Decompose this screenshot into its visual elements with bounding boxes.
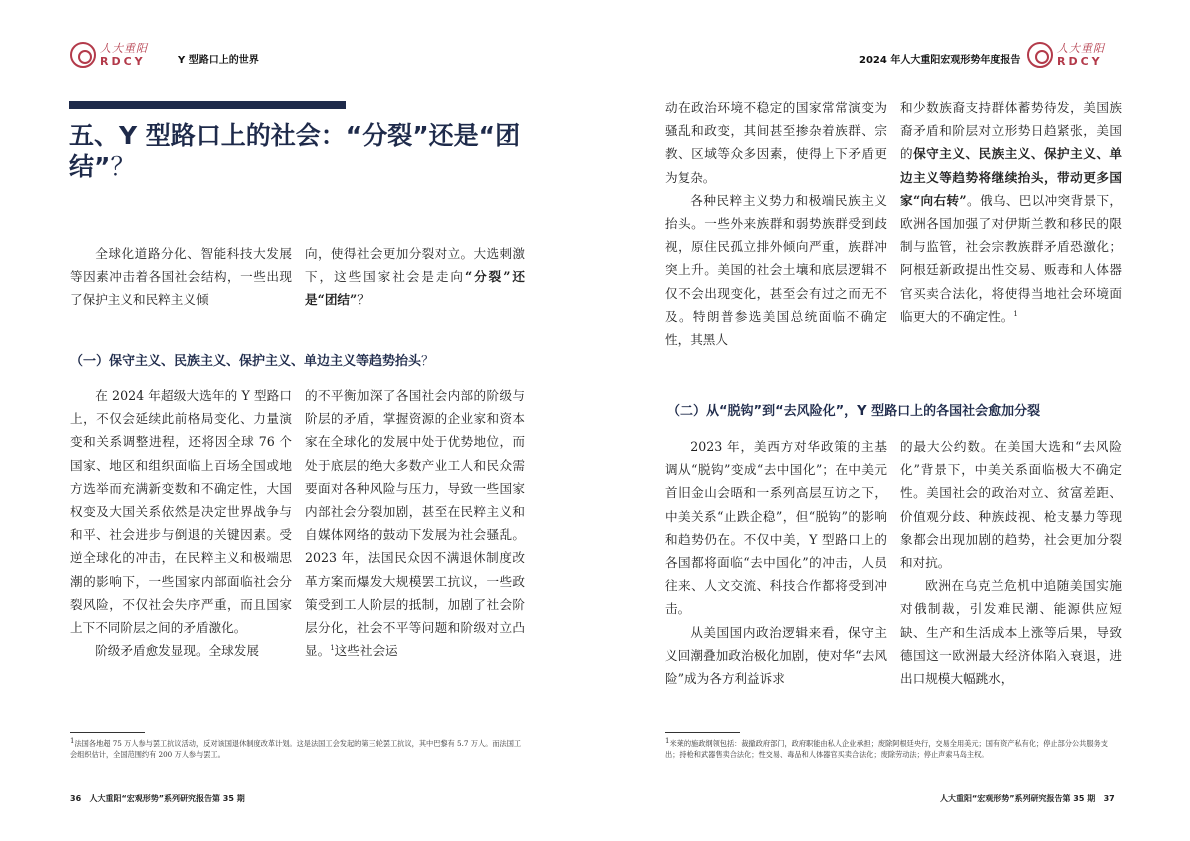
upper-column-1 bbox=[665, 96, 887, 351]
footnote: $^1$法国各地超 75 万人参与罢工抗议活动，反对该国退休制度改革计划。这是法国工会发起的第三轮罢工抗议，其中巴黎有 5.7 万人。而法国工会组织估计，全国范围约有 200 万人参与罢工。 bbox=[70, 737, 522, 759]
section-heading-1: （一）保守主义、民族主义、保护主义、单边主义等趋势抬头？ bbox=[70, 354, 435, 369]
logo-cn: 人大重阳 bbox=[100, 42, 148, 55]
body-column-2 bbox=[305, 384, 525, 662]
footer-series: 人大重阳“宏观形势”系列研究报告第 35 期 bbox=[940, 794, 1096, 803]
body-paragraph: 在 2024 年超级大选年的 Y 型路口上，不仅会延续此前格局变化、力量演变和关系调整进程，还将因全球 76 个国家、地区和组织面临上百场全国或地方选举而充满新变数和不确定性，大国权变及大国关系依然是决定世界战争与和平、社会进步与倒退的关键因素。受逆全球化的冲击，在民粹主义和极端思潮的影响下，一些国家内部面临社会分裂风险，不仅社会失序严重，而且国家上下不同阶层之间的矛盾激化。 bbox=[70, 388, 292, 636]
page-number: 37 bbox=[1103, 794, 1115, 803]
body-paragraph-cont: 的不平衡加深了各国社会内部的阶级与阶层的矛盾，掌握资源的企业家和资本家在全球化的发展中处于优势地位，而处于底层的绝大多数产业工人和民众需要面对各种风险与压力，导致一些国家内部社会分裂加剧，甚至在民粹主义和自媒体网络的鼓动下发展为社会骚乱。2023 年，法国民众因不满退休制度改革方案而爆发大规模罢工抗议，一些政策受到工人阶层的抵制，加剧了社会阶层分化，社会不平等问题和阶级对立凸显。$^1$这些社会运 bbox=[305, 388, 525, 659]
footnote-divider bbox=[665, 732, 740, 733]
logo-cn: 人大重阳 bbox=[1057, 42, 1105, 55]
body-paragraph-cont: 和少数族裔支持群体蓄势待发，美国族裔矛盾和阶层对立形势日趋紧张，美国的保守主义、民族主义、保护主义、单边主义等趋势将继续抬头，带动更多国家“向右转”。俄乌、巴以冲突背景下，欧洲各国加强了对伊斯兰教和移民的限制与监管，社会宗教族群矛盾恐激化；阿根廷新政提出性交易、贩毒和人体器官买卖合法化，将使得当地社会环境面临更大的不确定性。$^1$ bbox=[900, 100, 1123, 324]
upper-column-2 bbox=[900, 96, 1122, 328]
body-paragraph: 欧洲在乌克兰危机中追随美国实施对俄制裁，引发难民潮、能源供应短缺、生产和生活成本上涨等后果，导致德国这一欧洲最大经济体陷入衰退，进出口规模大幅跳水， bbox=[900, 578, 1122, 687]
body-column-2 bbox=[900, 435, 1122, 690]
rdcy-seal-icon bbox=[70, 42, 96, 68]
logo-en: RDCY bbox=[100, 55, 146, 68]
page-footer bbox=[70, 793, 245, 804]
body-paragraph: 阶级矛盾愈发显现。全球发展 bbox=[95, 643, 259, 659]
page-number: 36 bbox=[70, 794, 82, 803]
intro-column-2 bbox=[305, 242, 525, 312]
page-footer bbox=[940, 793, 1115, 804]
section-heading-2: （二）从“脱钩”到“去风险化”，Y 型路口上的各国社会愈加分裂 bbox=[667, 404, 1041, 419]
logo-en: RDCY bbox=[1057, 55, 1103, 68]
body-paragraph: 从美国国内政治逻辑来看，保守主义回潮叠加政治极化加剧，使对华“去风险”成为各方利益诉求 bbox=[665, 624, 887, 687]
right-page bbox=[595, 0, 1190, 841]
body-column-1 bbox=[665, 435, 887, 690]
intro-paragraph-cont: 向，使得社会更加分裂对立。大选刺激下，这些国家社会是走向“分裂”还是“团结”？ bbox=[305, 246, 525, 308]
body-paragraph: 2023 年，美西方对华政策的主基调从“脱钩”变成“去中国化”；在中美元首旧金山会晤和一系列高层互访之下，中美关系“止跌企稳”，但“脱钩”的影响和趋势仍在。不仅中美，Y 型路口上的各国都将面临“去中国化”的冲击，人员往来、人文交流、科技合作都将受到冲击。 bbox=[665, 439, 887, 617]
intro-column-1 bbox=[70, 242, 292, 312]
rdcy-logo bbox=[70, 42, 148, 68]
footnote-divider bbox=[70, 732, 145, 733]
chapter-title: 五、Y 型路口上的社会：“分裂”还是“团结”？ bbox=[69, 121, 521, 181]
running-header: Y 型路口上的世界 bbox=[178, 55, 259, 66]
footer-series: 人大重阳“宏观形势”系列研究报告第 35 期 bbox=[89, 794, 245, 803]
body-paragraph-cont: 的最大公约数。在美国大选和“去风险化”背景下，中美关系面临极大不确定性。美国社会的政治对立、贫富差距、价值观分歧、种族歧视、枪支暴力等现象都会出现加剧的趋势，社会更加分裂和对抗。 bbox=[900, 439, 1122, 571]
intro-paragraph: 全球化道路分化、智能科技大发展等因素冲击着各国社会结构，一些出现了保护主义和民粹主义倾 bbox=[70, 246, 292, 308]
footnote-ref[interactable]: 1 bbox=[1013, 309, 1018, 318]
body-paragraph-cont: 动在政治环境不稳定的国家常常演变为骚乱和政变，其间甚至掺杂着族群、宗教、区域等众多因素，使得上下矛盾更为复杂。 bbox=[665, 100, 887, 185]
body-paragraph: 各种民粹主义势力和极端民族主义抬头。一些外来族群和弱势族群受到歧视，原住民孤立排外倾向严重，族群冲突上升。美国的社会土壤和底层逻辑不仅不会出现变化，甚至会有过之而无不及。特朗普参选美国总统面临不确定性，其黑人 bbox=[665, 192, 887, 348]
title-accent-bar bbox=[69, 101, 346, 109]
body-column-1 bbox=[70, 384, 292, 662]
rdcy-seal-icon bbox=[1027, 42, 1053, 68]
rdcy-logo bbox=[1027, 42, 1105, 68]
running-header: 2024 年人大重阳宏观形势年度报告 bbox=[859, 55, 1021, 66]
footnote: $^1$米莱的施政纲领包括：裁撤政府部门，政府职能由私人企业承担；废除阿根廷央行，交易全用美元；国有资产私有化；停止部分公共服务支出；持枪和武器售卖合法化；性交易、毒品和人体器官买卖合法化；废除劳动法；停止声索马岛主权。 bbox=[665, 737, 1108, 759]
footnote-ref[interactable]: 1 bbox=[330, 644, 335, 653]
